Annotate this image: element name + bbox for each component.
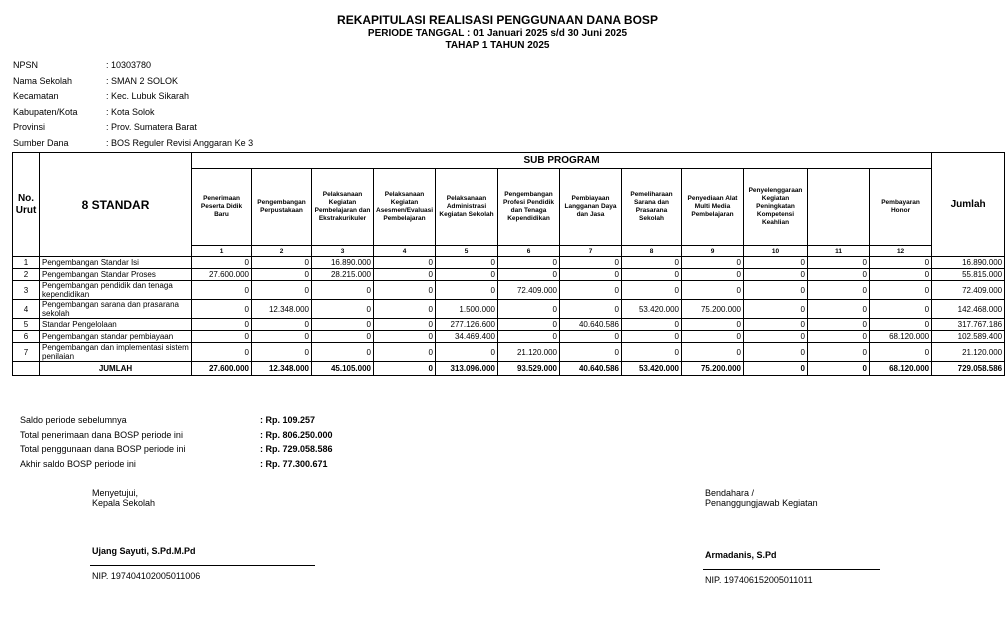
grand-total: 729.058.586	[932, 362, 1005, 376]
amount-cell: 0	[312, 281, 374, 300]
amount-cell: 0	[682, 281, 744, 300]
amount-cell: 0	[374, 331, 436, 343]
column-number: 12	[870, 246, 932, 257]
amount-cell: 0	[682, 343, 744, 362]
summary-row	[20, 444, 333, 459]
left-signature-line	[90, 565, 315, 566]
headmaster-name: Ujang Sayuti, S.Pd.M.Pd	[92, 546, 196, 556]
info-value: : BOS Reguler Revisi Anggaran Ke 3	[106, 137, 254, 148]
amount-cell: 0	[744, 331, 808, 343]
amount-cell: 0	[622, 343, 682, 362]
amount-cell: 0	[312, 343, 374, 362]
column-number: 4	[374, 246, 436, 257]
amount-cell: 28.215.000	[312, 269, 374, 281]
amount-cell: 75.200.000	[682, 300, 744, 319]
sub-program-column-header: Pengembangan Perpustakaan	[252, 169, 312, 246]
summary-row	[20, 459, 333, 474]
amount-cell: 0	[682, 269, 744, 281]
info-row	[13, 122, 253, 138]
sub-program-column-header: Pembayaran Honor	[870, 169, 932, 246]
amount-cell: 0	[808, 269, 870, 281]
total-amount-cell: 0	[808, 362, 870, 376]
total-amount-cell: 68.120.000	[870, 362, 932, 376]
info-value: : Kec. Lubuk Sikarah	[106, 91, 190, 101]
amount-cell: 12.348.000	[252, 300, 312, 319]
amount-cell: 0	[744, 343, 808, 362]
amount-cell: 0	[870, 257, 932, 269]
amount-cell: 0	[252, 269, 312, 281]
sub-program-column-header: Pelaksanaan Kegiatan Asesmen/Evaluasi Pembelajaran	[374, 169, 436, 246]
row-total: 72.409.000	[932, 281, 1005, 300]
no-urut-header: No. Urut	[13, 153, 40, 257]
total-empty-cell	[13, 362, 40, 376]
standar-name: Pengembangan Standar Isi	[40, 257, 192, 269]
row-number: 6	[13, 331, 40, 343]
row-total: 55.815.000	[932, 269, 1005, 281]
info-label: Provinsi	[13, 122, 46, 132]
amount-cell: 53.420.000	[622, 300, 682, 319]
summary-value: : Rp. 77.300.671	[260, 458, 328, 469]
amount-cell: 0	[870, 300, 932, 319]
table-row	[13, 269, 1005, 281]
info-row	[13, 91, 253, 107]
amount-cell: 0	[312, 300, 374, 319]
amount-cell: 0	[192, 343, 252, 362]
amount-cell: 0	[744, 300, 808, 319]
amount-cell: 0	[436, 343, 498, 362]
table-row	[13, 319, 1005, 331]
amount-cell: 0	[622, 257, 682, 269]
amount-cell: 0	[744, 319, 808, 331]
amount-cell: 0	[498, 269, 560, 281]
table-row	[13, 300, 1005, 319]
info-label: Kabupaten/Kota	[13, 106, 78, 117]
amount-cell: 0	[808, 257, 870, 269]
amount-cell: 0	[498, 319, 560, 331]
amount-cell: 0	[436, 281, 498, 300]
info-label: Nama Sekolah	[13, 75, 73, 86]
left-signature-line1: Menyetujui,	[92, 488, 139, 498]
row-total: 21.120.000	[932, 343, 1005, 362]
amount-cell: 0	[560, 343, 622, 362]
column-number: 10	[744, 246, 808, 257]
right-signature-block	[705, 488, 818, 508]
headmaster-nip: NIP. 197404102005011006	[92, 571, 201, 581]
amount-cell: 0	[192, 257, 252, 269]
amount-cell: 0	[498, 331, 560, 343]
amount-cell: 27.600.000	[192, 269, 252, 281]
summary-label: Saldo periode sebelumnya	[20, 415, 127, 425]
summary-label: Total penerimaan dana BOSP periode ini	[20, 429, 183, 440]
table-row	[13, 343, 1005, 362]
amount-cell: 0	[870, 343, 932, 362]
amount-cell: 0	[622, 331, 682, 343]
sub-program-header: SUB PROGRAM	[192, 153, 932, 169]
amount-cell: 0	[622, 269, 682, 281]
amount-cell: 40.640.586	[560, 319, 622, 331]
amount-cell: 0	[560, 257, 622, 269]
standar-name: Pengembangan dan implementasi sistem penilaian	[40, 343, 192, 362]
amount-cell: 0	[870, 269, 932, 281]
report-period: PERIODE TANGGAL : 01 Januari 2025 s/d 30 Juni 2025	[367, 28, 628, 39]
amount-cell: 0	[560, 269, 622, 281]
amount-cell: 0	[252, 343, 312, 362]
amount-cell: 72.409.000	[498, 281, 560, 300]
sub-program-column-header: Pembiayaan Langganan Daya dan Jasa	[560, 169, 622, 246]
sub-program-column-header: Pelaksanaan Administrasi Kegiatan Sekolah	[436, 169, 498, 246]
standar-name: Pengembangan standar pembiayaan	[40, 331, 192, 343]
treasurer-nip: NIP. 197406152005011011	[705, 575, 813, 585]
column-number: 9	[682, 246, 744, 257]
summary-label: Total penggunaan dana BOSP periode ini	[20, 444, 186, 454]
amount-cell: 1.500.000	[436, 300, 498, 319]
amount-cell: 0	[312, 319, 374, 331]
recap-table	[12, 152, 1005, 376]
amount-cell: 0	[498, 300, 560, 319]
info-row	[13, 107, 253, 123]
info-row	[13, 76, 253, 92]
column-number: 5	[436, 246, 498, 257]
sub-program-column-header: Penyediaan Alat Multi Media Pembelajaran	[682, 169, 744, 246]
amount-cell: 0	[374, 257, 436, 269]
total-amount-cell: 313.096.000	[436, 362, 498, 376]
amount-cell: 0	[436, 269, 498, 281]
amount-cell: 0	[374, 319, 436, 331]
total-amount-cell: 27.600.000	[192, 362, 252, 376]
info-label: Sumber Dana	[13, 137, 69, 148]
summary-row	[20, 415, 333, 430]
amount-cell: 0	[192, 331, 252, 343]
amount-cell: 21.120.000	[498, 343, 560, 362]
column-number: 11	[808, 246, 870, 257]
amount-cell: 0	[622, 319, 682, 331]
standar-name: Pengembangan Standar Proses	[40, 269, 192, 281]
total-label: JUMLAH	[40, 362, 192, 376]
amount-cell: 0	[374, 300, 436, 319]
sub-program-column-header: Pelaksanaan Kegiatan Pembelajaran dan Ekstrakurikuler	[312, 169, 374, 246]
amount-cell: 0	[498, 257, 560, 269]
school-info	[13, 60, 253, 153]
total-amount-cell: 0	[744, 362, 808, 376]
total-amount-cell: 93.529.000	[498, 362, 560, 376]
table-row	[13, 257, 1005, 269]
row-number: 1	[13, 257, 40, 269]
amount-cell: 0	[374, 343, 436, 362]
amount-cell: 0	[682, 319, 744, 331]
amount-cell: 0	[436, 257, 498, 269]
right-signature-line	[703, 569, 880, 570]
amount-cell: 0	[870, 319, 932, 331]
amount-cell: 0	[622, 281, 682, 300]
amount-cell: 0	[374, 269, 436, 281]
amount-cell: 0	[744, 281, 808, 300]
amount-cell: 34.469.400	[436, 331, 498, 343]
amount-cell: 0	[682, 331, 744, 343]
report-stage: TAHAP 1 TAHUN 2025	[445, 40, 550, 51]
row-number: 3	[13, 281, 40, 300]
sub-program-column-header	[808, 169, 870, 246]
amount-cell: 0	[744, 257, 808, 269]
table-row	[13, 281, 1005, 300]
total-row	[13, 362, 1005, 376]
sub-program-column-header: Pemeliharaan Sarana dan Prasarana Sekolah	[622, 169, 682, 246]
amount-cell: 0	[682, 257, 744, 269]
amount-cell: 0	[808, 281, 870, 300]
column-number: 2	[252, 246, 312, 257]
sub-program-column-header: Penerimaan Peserta Didik Baru	[192, 169, 252, 246]
amount-cell: 0	[192, 300, 252, 319]
column-number: 8	[622, 246, 682, 257]
amount-cell: 0	[744, 269, 808, 281]
standar-name: Standar Pengelolaan	[40, 319, 192, 331]
table-row	[13, 331, 1005, 343]
amount-cell: 0	[808, 319, 870, 331]
amount-cell: 0	[192, 319, 252, 331]
info-label: Kecamatan	[13, 91, 59, 101]
amount-cell: 0	[560, 281, 622, 300]
row-total: 16.890.000	[932, 257, 1005, 269]
amount-cell: 0	[374, 281, 436, 300]
row-number: 2	[13, 269, 40, 281]
column-number: 6	[498, 246, 560, 257]
row-total: 317.767.186	[932, 319, 1005, 331]
summary-row	[20, 430, 333, 445]
info-value: : 10303780	[106, 60, 152, 70]
amount-cell: 0	[252, 319, 312, 331]
right-signature-role: Penanggungjawab Kegiatan	[705, 498, 818, 508]
summary-value: : Rp. 806.250.000	[260, 429, 333, 440]
amount-cell: 0	[808, 343, 870, 362]
amount-cell: 0	[252, 281, 312, 300]
left-signature-role: Kepala Sekolah	[92, 498, 156, 508]
amount-cell: 0	[808, 300, 870, 319]
amount-cell: 0	[312, 331, 374, 343]
total-amount-cell: 40.640.586	[560, 362, 622, 376]
row-total: 142.468.000	[932, 300, 1005, 319]
amount-cell: 0	[192, 281, 252, 300]
amount-cell: 0	[560, 300, 622, 319]
amount-cell: 0	[252, 257, 312, 269]
total-amount-cell: 12.348.000	[252, 362, 312, 376]
balance-summary	[20, 415, 333, 473]
info-value: : SMAN 2 SOLOK	[106, 75, 179, 86]
amount-cell: 68.120.000	[870, 331, 932, 343]
total-amount-cell: 0	[374, 362, 436, 376]
report-title: REKAPITULASI REALISASI PENGGUNAAN DANA BOSP	[337, 13, 658, 27]
info-row	[13, 138, 253, 154]
sub-program-column-header: Penyelenggaraan Kegiatan Peningkatan Kompetensi Keahlian	[744, 169, 808, 246]
amount-cell: 0	[870, 281, 932, 300]
amount-cell: 0	[252, 331, 312, 343]
amount-cell: 16.890.000	[312, 257, 374, 269]
column-number: 3	[312, 246, 374, 257]
summary-value: : Rp. 729.058.586	[260, 444, 333, 454]
jumlah-header: Jumlah	[932, 153, 1005, 257]
info-row	[13, 60, 253, 76]
amount-cell: 277.126.600	[436, 319, 498, 331]
total-amount-cell: 45.105.000	[312, 362, 374, 376]
row-number: 5	[13, 319, 40, 331]
column-number: 1	[192, 246, 252, 257]
row-total: 102.589.400	[932, 331, 1005, 343]
standar-name: Pengembangan pendidik dan tenaga kependidikan	[40, 281, 192, 300]
standar-name: Pengembangan sarana dan prasarana sekolah	[40, 300, 192, 319]
total-amount-cell: 53.420.000	[622, 362, 682, 376]
summary-label: Akhir saldo BOSP periode ini	[20, 458, 136, 469]
amount-cell: 0	[560, 331, 622, 343]
right-signature-line1: Bendahara /	[705, 488, 755, 498]
summary-value: : Rp. 109.257	[260, 415, 316, 425]
row-number: 4	[13, 300, 40, 319]
amount-cell: 0	[808, 331, 870, 343]
standar-header: 8 STANDAR	[40, 153, 192, 257]
info-value: : Kota Solok	[106, 106, 155, 117]
left-signature-block	[92, 488, 155, 508]
treasurer-name: Armadanis, S.Pd	[705, 550, 777, 560]
row-number: 7	[13, 343, 40, 362]
column-number: 7	[560, 246, 622, 257]
total-amount-cell: 75.200.000	[682, 362, 744, 376]
info-label: NPSN	[13, 60, 39, 70]
info-value: : Prov. Sumatera Barat	[106, 122, 197, 132]
sub-program-column-header: Pengembangan Profesi Pendidik dan Tenaga Kependidikan	[498, 169, 560, 246]
